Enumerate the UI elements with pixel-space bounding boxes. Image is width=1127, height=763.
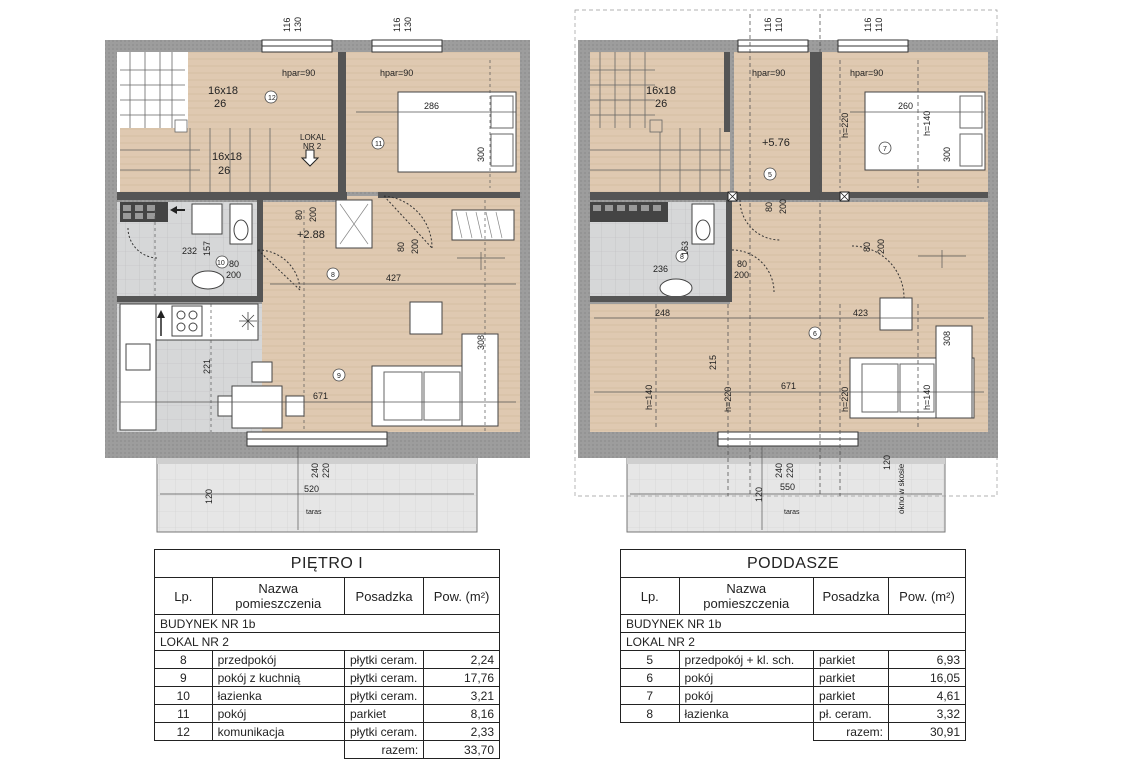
door-dim: 200 (226, 270, 242, 280)
col-lp: Lp. (621, 578, 680, 615)
cell-floor: pł. ceram. (814, 705, 889, 723)
window-dim: 116 (282, 17, 292, 32)
lokal-nr: NR 2 (303, 142, 322, 151)
dim-label: 248 (655, 308, 671, 318)
total-label: razem: (814, 723, 889, 741)
cell-name: pokój (679, 687, 814, 705)
dim-label: 300 (942, 146, 952, 162)
lokal-label: LOKAL NR 2 (155, 633, 500, 651)
cell-floor: parkiet (814, 651, 889, 669)
stove (172, 306, 202, 336)
window-dim: 110 (874, 17, 884, 32)
total-label: razem: (344, 741, 423, 759)
door-dim: 200 (308, 206, 318, 222)
table-row (155, 651, 500, 669)
terrace-label: taras (784, 509, 800, 516)
dim-label: 221 (202, 358, 212, 374)
dim-label: 427 (386, 273, 402, 283)
hpar-label: hpar=90 (282, 68, 316, 78)
dim-label: 236 (653, 264, 669, 274)
dim-label: 286 (424, 101, 440, 111)
door-dim: 80 (396, 241, 406, 252)
building-label: BUDYNEK NR 1b (621, 615, 966, 633)
table-row (621, 669, 966, 687)
door-dim: 200 (876, 238, 886, 254)
door-dim: 80 (764, 201, 774, 212)
stairs-count: 26 (655, 98, 668, 110)
dim-label: 215 (708, 354, 718, 370)
kitchen-sink (126, 344, 150, 370)
col-name: Nazwa pomieszczenia (679, 578, 814, 615)
terrace-dim: 220 (321, 462, 331, 478)
cell-name: przedpokój + kl. sch. (679, 651, 814, 669)
door-dim: 80 (229, 259, 240, 269)
window-dim: 130 (403, 16, 413, 32)
stairs-label: 16x18 (208, 85, 238, 97)
terrace-dim: 240 (774, 462, 784, 478)
cell-floor: parkiet (814, 669, 889, 687)
table-row (621, 705, 966, 723)
cell-name: pokój z kuchnią (212, 669, 344, 687)
cell-floor: parkiet (814, 687, 889, 705)
cell-lp: 5 (621, 651, 680, 669)
cell-lp: 11 (155, 705, 213, 723)
dim-label: 157 (202, 240, 212, 256)
room-number: 9 (337, 373, 341, 380)
total-value: 33,70 (424, 741, 500, 759)
lokal-label: LOKAL (300, 133, 326, 142)
coffee-table (880, 298, 912, 330)
slope-height: h=140 (922, 110, 932, 136)
door-dim: 80 (294, 209, 304, 220)
cell-floor: parkiet (344, 705, 423, 723)
building-label: BUDYNEK NR 1b (155, 615, 500, 633)
table-row (621, 687, 966, 705)
level-mark: +5.76 (762, 137, 790, 149)
terrace-dim: 120 (754, 486, 764, 502)
dim-label: 260 (898, 101, 914, 111)
cell-name: łazienka (679, 705, 814, 723)
window-dim: 130 (293, 16, 303, 32)
table-title: PIĘTRO I (155, 550, 500, 578)
col-floor: Posadzka (344, 578, 423, 615)
cell-lp: 8 (621, 705, 680, 723)
stairs-label: 16x18 (646, 85, 676, 97)
table-row (155, 669, 500, 687)
cell-name: pokój (212, 705, 344, 723)
cell-name: przedpokój (212, 651, 344, 669)
room-number: 11 (375, 141, 383, 148)
col-lp: Lp. (155, 578, 213, 615)
door-dim: 200 (410, 238, 420, 254)
slope-height: h=140 (922, 384, 932, 410)
sink (192, 271, 224, 289)
dim-label: 308 (476, 334, 486, 350)
cell-lp: 7 (621, 687, 680, 705)
cell-area: 3,21 (424, 687, 500, 705)
room-number: 8 (680, 254, 684, 261)
terrace-dim: 520 (304, 484, 320, 494)
table-row (155, 705, 500, 723)
dim-label: 163 (680, 240, 690, 256)
door-dim: 200 (778, 198, 788, 214)
hpar-label: hpar=90 (850, 68, 884, 78)
slope-height: h=220 (840, 386, 850, 412)
total-value: 30,91 (888, 723, 965, 741)
col-area: Pow. (m²) (424, 578, 500, 615)
window-dim: 110 (774, 17, 784, 32)
cell-area: 16,05 (888, 669, 965, 687)
room-number: 12 (268, 95, 276, 102)
terrace-dim: 120 (882, 454, 892, 470)
cell-name: komunikacja (212, 723, 344, 741)
col-floor: Posadzka (814, 578, 889, 615)
door-dim: 200 (734, 270, 750, 280)
terrace-dim: 550 (780, 482, 796, 492)
terrace-label: taras (306, 509, 322, 516)
cell-lp: 10 (155, 687, 213, 705)
table-row (155, 723, 500, 741)
cell-area: 8,16 (424, 705, 500, 723)
plan-pietro-1 (105, 40, 530, 532)
cell-name: łazienka (212, 687, 344, 705)
stairs-label: 16x18 (212, 151, 242, 163)
col-name: Nazwa pomieszczenia (212, 578, 344, 615)
skylight-label: okno w skosie (897, 463, 906, 514)
cell-floor: płytki ceram. (344, 651, 423, 669)
coffee-table (410, 302, 442, 334)
terrace-dim: 240 (310, 462, 320, 478)
stairs-count: 26 (218, 165, 231, 177)
cell-area: 6,93 (888, 651, 965, 669)
dim-label: 423 (853, 308, 869, 318)
lokal-label: LOKAL NR 2 (621, 633, 966, 651)
cell-area: 2,24 (424, 651, 500, 669)
cell-floor: płytki ceram. (344, 687, 423, 705)
level-mark: +2.88 (297, 229, 325, 241)
table-row (621, 651, 966, 669)
dim-label: 671 (781, 381, 797, 391)
cell-lp: 9 (155, 669, 213, 687)
slope-height: h=220 (840, 112, 850, 138)
room-number: 10 (217, 260, 225, 267)
dim-label: 300 (476, 146, 486, 162)
cell-lp: 6 (621, 669, 680, 687)
window-dim: 116 (392, 17, 402, 32)
area-table-pietro (154, 549, 500, 759)
cell-area: 4,61 (888, 687, 965, 705)
slope-height: h=140 (644, 384, 654, 410)
stairs-count: 26 (214, 98, 227, 110)
room-number: 7 (883, 146, 887, 153)
dim-label: 671 (313, 391, 329, 401)
plan-poddasze (575, 10, 998, 532)
cell-area: 2,33 (424, 723, 500, 741)
terrace-dim: 120 (204, 488, 214, 504)
table-row (155, 687, 500, 705)
cell-floor: płytki ceram. (344, 723, 423, 741)
window-dim: 116 (763, 17, 773, 32)
room-number: 5 (768, 172, 772, 179)
table-title: PODDASZE (621, 550, 966, 578)
dim-label: 232 (182, 246, 198, 256)
door-dim: 80 (737, 259, 748, 269)
cell-floor: płytki ceram. (344, 669, 423, 687)
hpar-label: hpar=90 (752, 68, 786, 78)
cell-name: pokój (679, 669, 814, 687)
cell-area: 3,32 (888, 705, 965, 723)
cell-area: 17,76 (424, 669, 500, 687)
dining-table (232, 386, 282, 428)
door-dim: 80 (862, 241, 872, 252)
dim-label: 308 (942, 330, 952, 346)
col-area: Pow. (m²) (888, 578, 965, 615)
cell-lp: 8 (155, 651, 213, 669)
slope-height: h=220 (723, 386, 733, 412)
hpar-label: hpar=90 (380, 68, 414, 78)
area-table-poddasze (620, 549, 966, 741)
cell-lp: 12 (155, 723, 213, 741)
terrace-dim: 220 (785, 462, 795, 478)
room-number: 6 (813, 331, 817, 338)
room-number: 8 (331, 272, 335, 279)
sink (660, 279, 692, 297)
window-dim: 116 (863, 17, 873, 32)
